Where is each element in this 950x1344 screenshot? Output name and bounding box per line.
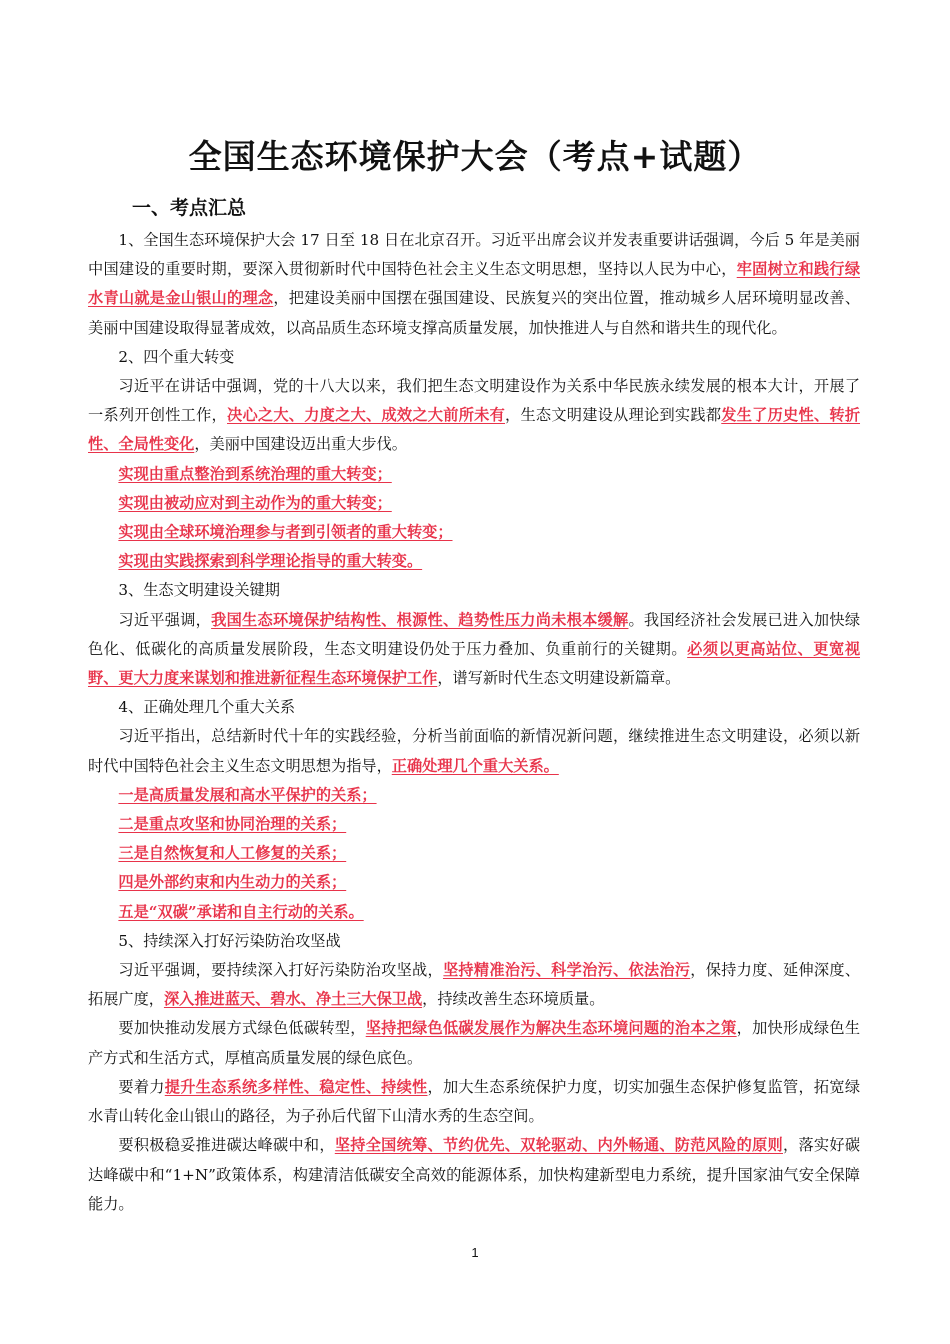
paragraph-4: 习近平指出，总结新时代十年的实践经验，分析当前面临的新情况新问题，继续推进生态文明建设，必须以新时代中国特色社会主义生态文明思想为指导，正确处理几个重大关系。 [88, 727, 860, 775]
list-item: 三是自然恢复和人工修复的关系； [118, 844, 347, 863]
subheading-4: 4、正确处理几个重大关系 [118, 698, 296, 717]
key-point: 牢固树立和践行绿水青山就是金山银山的理念 [88, 260, 861, 308]
paragraph-6: 要加快推动发展方式绿色低碳转型，坚持把绿色低碳发展作为解决生态环境问题的治本之策，加快形成绿色生产方式和生活方式，厚植高质量发展的绿色底色。 [88, 1019, 861, 1067]
key-point: 我国生态环境保护结构性、根源性、趋势性压力尚未根本缓解 [211, 610, 629, 629]
paragraph-1: 1、全国生态环境保护大会 17 日至 18 日在北京召开。习近平出席会议并发表重要讲话强调，今后 5 年是美丽中国建设的重要时期，要深入贯彻新时代中国特色社会主义生态文明思想，坚持以人民为中心，牢固树立和践行绿水青山就是金山银山的理念，把建设美丽中国摆在强国建设、民族复兴的突出位置，推动城乡人居环境明显改善、美丽中国建设取得显著成效，以高品质生态环境支撑高质量发展，加快推进人与自然和谐共生的现代化。 [88, 231, 861, 337]
key-point: 正确处理几个重大关系。 [391, 756, 559, 775]
paragraph-3: 习近平强调，我国生态环境保护结构性、根源性、趋势性压力尚未根本缓解。我国经济社会发展已进入加快绿色化、低碳化的高质量发展阶段，生态文明建设仍处于压力叠加、负重前行的关键期。必须以更高站位、更宽视野、更大力度来谋划和推进新征程生态环境保护工作，谱写新时代生态文明建设新篇章。 [88, 610, 861, 688]
list-item: 五是“双碳”承诺和自主行动的关系。 [118, 902, 364, 921]
key-point: 发生了历史性、转折性、全局性变化 [88, 406, 861, 454]
key-point: 必须以更高站位、更宽视野、更大力度来谋划和推进新征程生态环境保护工作 [88, 639, 861, 688]
list-item: 实现由重点整治到系统治理的重大转变； [118, 464, 392, 483]
key-point: 坚持精准治污、科学治污、依法治污 [442, 961, 691, 980]
list-item: 一是高质量发展和高水平保护的关系； [118, 785, 377, 804]
list-item: 实现由实践探索到科学理论指导的重大转变。 [118, 552, 423, 571]
document-body [88, 226, 860, 1219]
list-item: 实现由被动应对到主动作为的重大转变； [118, 493, 392, 512]
key-point: 坚持把绿色低碳发展作为解决生态环境问题的治本之策 [365, 1019, 737, 1038]
key-point: 提升生态系统多样性、稳定性、持续性 [164, 1077, 428, 1096]
page-title: 全国生态环境保护大会（考点+试题） [188, 137, 762, 176]
paragraph-2: 习近平在讲话中强调，党的十八大以来，我们把生态文明建设作为关系中华民族永续发展的根本大计，开展了一系列开创性工作，决心之大、力度之大、成效之大前所未有，生态文明建设从理论到实践都发生了历史性、转折性、全局性变化，美丽中国建设迈出重大步伐。 [88, 377, 861, 454]
subheading-5: 5、持续深入打好污染防治攻坚战 [118, 931, 341, 950]
paragraph-7: 要着力提升生态系统多样性、稳定性、持续性，加大生态系统保护力度，切实加强生态保护修复监管，拓宽绿水青山转化金山银山的路径，为子孙后代留下山清水秀的生态空间。 [88, 1077, 861, 1126]
list-item: 四是外部约束和内生动力的关系； [118, 873, 347, 892]
subheading-3: 3、生态文明建设关键期 [118, 581, 280, 600]
section-heading: 一、考点汇总 [132, 197, 247, 219]
key-point: 深入推进蓝天、碧水、净土三大保卫战 [163, 990, 423, 1009]
list-item: 二是重点攻坚和协同治理的关系； [118, 815, 347, 834]
paragraph-8: 要积极稳妥推进碳达峰碳中和，坚持全国统筹、节约优先、双轮驱动、内外畅通、防范风险的原则，落实好碳达峰碳中和“1+N”政策体系，构建清洁低碳安全高效的能源体系，加快构建新型电力系统，提升国家油气安全保障能力。 [88, 1136, 861, 1213]
subheading-2: 2、四个重大转变 [118, 347, 235, 366]
page-number: 1 [471, 1245, 479, 1260]
paragraph-5: 习近平强调，要持续深入打好污染防治攻坚战，坚持精准治污、科学治污、依法治污，保持力度、延伸深度、拓展广度，深入推进蓝天、碧水、净土三大保卫战，持续改善生态环境质量。 [88, 961, 861, 1009]
key-point: 决心之大、力度之大、成效之大前所未有 [227, 406, 506, 425]
list-item: 实现由全球环境治理参与者到引领者的重大转变； [118, 523, 453, 542]
key-point: 坚持全国统筹、节约优先、双轮驱动、内外畅通、防范风险的原则 [334, 1136, 783, 1155]
